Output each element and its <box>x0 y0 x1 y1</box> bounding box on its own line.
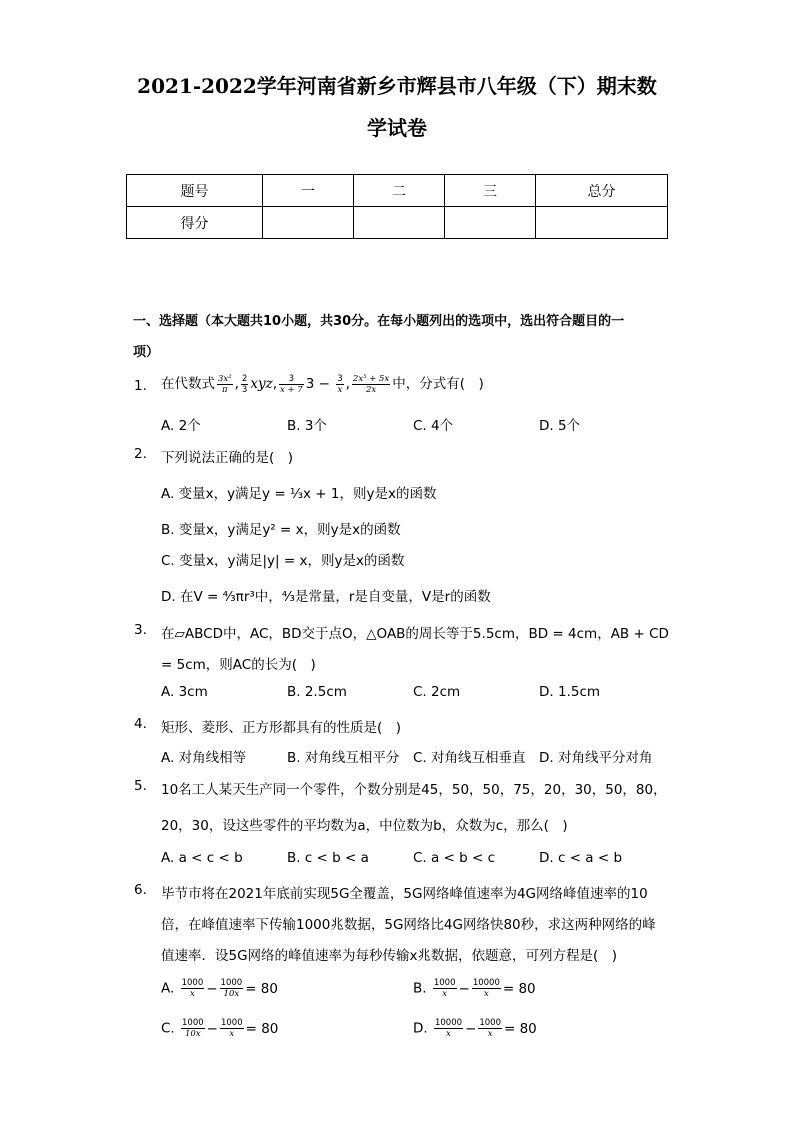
option-c[interactable]: C. 2cm <box>413 684 461 700</box>
score-cell[interactable] <box>536 207 668 239</box>
section-heading-cont: 项） <box>133 345 160 360</box>
score-cell[interactable] <box>263 207 354 239</box>
option-d[interactable]: D. 1.5cm <box>539 684 601 700</box>
equation: $\frac{1000}{x}$ − $\frac{10000}{x}$ = 80 <box>433 978 536 999</box>
option-b[interactable]: B. c < b < a <box>287 850 369 866</box>
question-stem-cont: 20，30，设这些零件的平均数为a，中位数为b，众数为c，那么( ) <box>161 818 568 834</box>
page-title-line1: 2021-2022学年河南省新乡市辉县市八年级（下）期末数 <box>137 74 657 98</box>
stem-post: 中，分式有( ) <box>392 376 484 392</box>
row-label: 得分 <box>127 207 263 239</box>
question-number: 5. <box>134 778 147 794</box>
section-heading: 一、选择题（本大题共10小题，共30分。在每小题列出的选项中，选出符合题目的一 <box>133 314 625 329</box>
option-letter: D. <box>413 1020 428 1037</box>
score-table-row <box>127 207 668 239</box>
question-stem-cont: 倍，在峰值速率下传输1000兆数据，5G网络比4G网络快80秒，求这两种网络的峰 <box>161 917 656 933</box>
equation: $\frac{10000}{x}$ − $\frac{1000}{x}$ = 80 <box>434 1018 537 1039</box>
option-d[interactable]: D. 在V = ⁴⁄₃πr³中，⁴⁄₃是常量，r是自变量，V是r的函数 <box>161 589 491 605</box>
header-cell: 题号 <box>127 175 263 207</box>
equation: $\frac{1000}{10x}$ − $\frac{1000}{x}$ = 80 <box>182 1018 279 1039</box>
question-number: 2. <box>134 446 147 462</box>
option-a[interactable]: A. 对角线相等 <box>161 750 247 766</box>
stem-pre: 在代数式 <box>161 376 215 392</box>
option-d[interactable]: D. 5个 <box>539 418 581 434</box>
score-cell[interactable] <box>354 207 445 239</box>
score-cell[interactable] <box>445 207 536 239</box>
equation: $\frac{1000}{x}$ − $\frac{1000}{10x}$ = 80 <box>181 978 278 999</box>
option-b[interactable]: B. 对角线互相平分 <box>287 750 400 766</box>
question-stem-cont: = 5cm，则AC的长为( ) <box>161 657 316 673</box>
question-stem <box>161 372 484 395</box>
option-letter: B. <box>413 980 427 997</box>
header-cell: 总分 <box>536 175 668 207</box>
option-a[interactable]: A. 3cm <box>161 684 208 700</box>
score-table <box>126 174 668 239</box>
option-b[interactable]: B. 2.5cm <box>287 684 347 700</box>
question-stem: 下列说法正确的是( ) <box>161 450 294 466</box>
option-b[interactable]: B. 变量x，y满足y² = x，则y是x的函数 <box>161 522 401 538</box>
option-c[interactable]: C. a < b < c <box>413 850 496 866</box>
question-stem: 矩形、菱形、正方形都具有的性质是( ) <box>161 720 402 736</box>
algebraic-expressions: $\frac{\text{3x²}}{\pi}$ , $\frac{2}{3}$ xyz, $\frac{3}{x + 7}$ 3 − $\frac{3}{x}$ , $\frac{\text{2x⁵ + 5x}}{2x}$ <box>218 373 390 395</box>
header-cell: 一 <box>263 175 354 207</box>
header-cell: 二 <box>354 175 445 207</box>
option-a[interactable]: A. 2个 <box>161 418 201 434</box>
option-a[interactable]: A. a < c < b <box>161 850 243 866</box>
option-c[interactable]: C. 对角线互相垂直 <box>413 750 526 766</box>
page-title-line2: 学试卷 <box>367 116 427 140</box>
question-number: 6. <box>134 882 147 898</box>
option-c[interactable]: C. 变量x，y满足|y| = x，则y是x的函数 <box>161 553 405 569</box>
option-b[interactable] <box>413 978 536 999</box>
option-d[interactable]: D. c < a < b <box>539 850 623 866</box>
option-c[interactable] <box>161 1018 278 1039</box>
score-table-header-row <box>127 175 668 207</box>
question-stem: 毕节市将在2021年底前实现5G全覆盖，5G网络峰值速率为4G网络峰值速率的10 <box>161 886 648 902</box>
question-stem-cont: 值速率．设5G网络的峰值速率为每秒传输x兆数据，依题意，可列方程是( ) <box>161 948 618 964</box>
option-a[interactable]: A. 变量x，y满足y = ⅓x + 1，则y是x的函数 <box>161 486 437 502</box>
option-d[interactable] <box>413 1018 537 1039</box>
option-d[interactable]: D. 对角线平分对角 <box>539 750 653 766</box>
header-cell: 三 <box>445 175 536 207</box>
question-number: 3. <box>134 622 147 638</box>
option-b[interactable]: B. 3个 <box>287 418 327 434</box>
question-stem: 在▱ABCD中，AC，BD交于点O，△OAB的周长等于5.5cm，BD = 4cm，AB + CD <box>161 626 669 642</box>
question-stem: 10名工人某天生产同一个零件，个数分别是45，50，50，75，20，30，50，80， <box>161 782 667 798</box>
question-number: 4. <box>134 716 147 732</box>
option-a[interactable] <box>161 978 278 999</box>
option-letter: A. <box>161 980 175 997</box>
option-letter: C. <box>161 1020 175 1037</box>
question-number: 1. <box>134 378 147 394</box>
option-c[interactable]: C. 4个 <box>413 418 454 434</box>
